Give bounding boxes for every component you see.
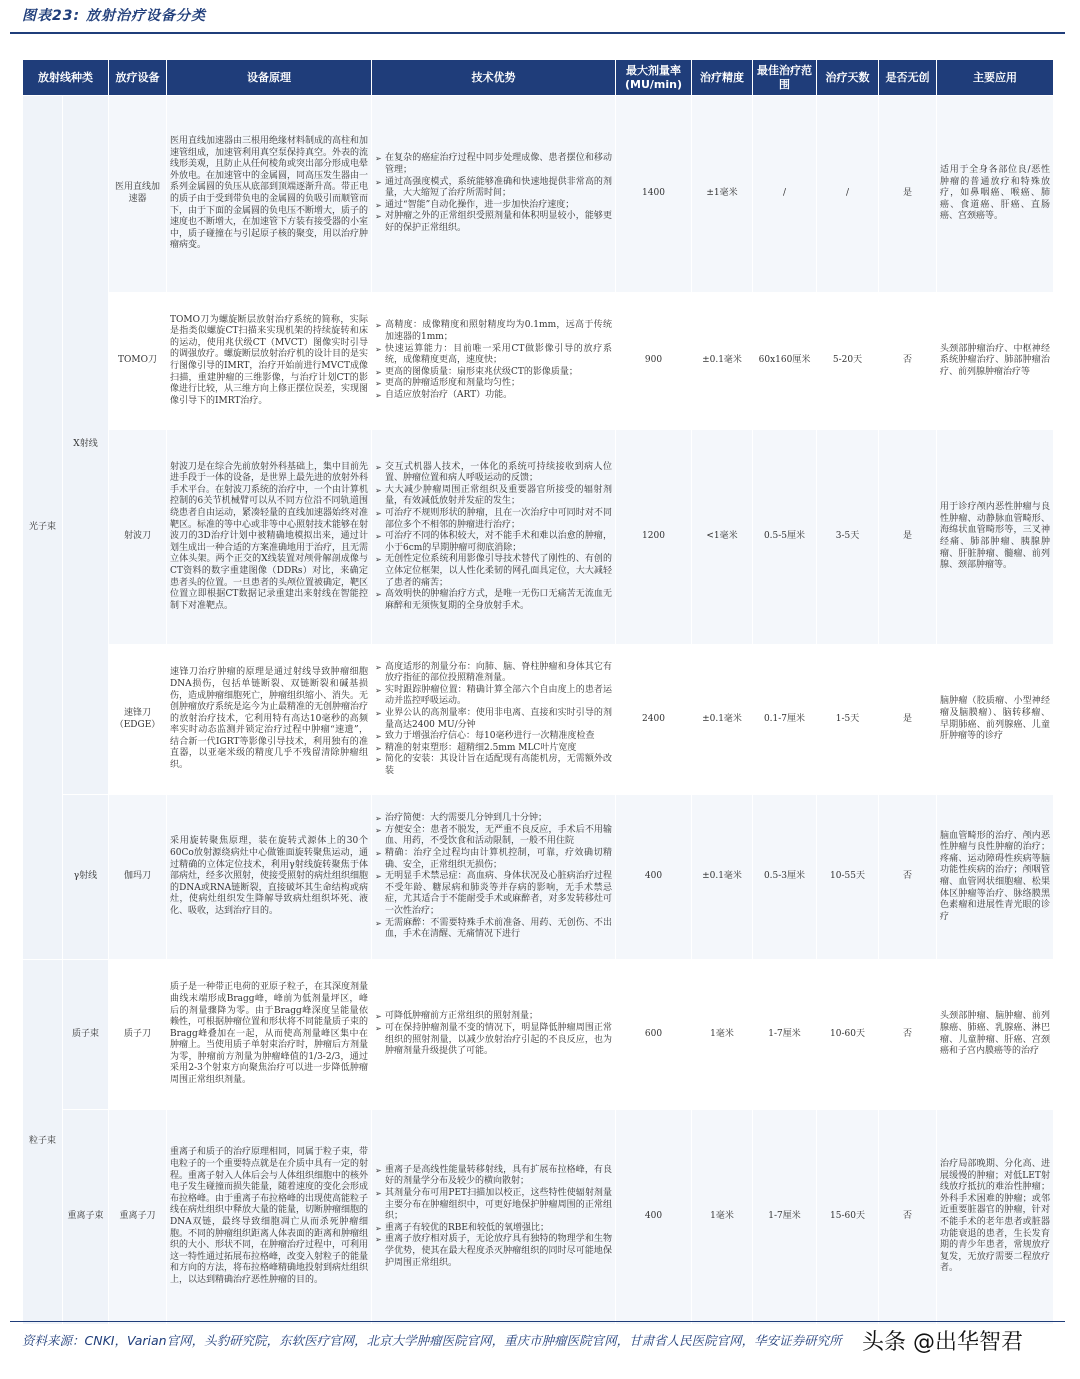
main-application: 治疗局部晚期、分化高、进展缓慢的肿瘤；对低LET射线放疗抵抗的难治性肿瘤；外科手术困难的肿瘤；或邻近重要脏器官的肿瘤，针对不能手术的老年患者或脏器功能衰退的患者，生长发育期的青少年患者，常规放疗复发，无放疗需要二程放疗者。	[937, 1110, 1054, 1325]
best-range: 0.5-3厘米	[753, 795, 817, 960]
device-advantages	[372, 960, 616, 1110]
device-advantages	[372, 645, 616, 795]
max-dose-rate: 900	[616, 293, 692, 430]
device-name: 医用直线加速器	[109, 96, 167, 293]
best-range: 1-7厘米	[753, 960, 817, 1110]
device-name: 伽玛刀	[109, 795, 167, 960]
header-dose-rate: 最大剂量率(MU/min)	[616, 60, 692, 96]
main-application: 脑肿瘤（胶质瘤、小型神经瘤及脑膜瘤）、脑转移瘤、早期肺癌、前列腺癌、儿童肝肿瘤等的诊疗	[937, 645, 1054, 795]
header-principle: 设备原理	[167, 60, 372, 96]
advantage-item: ➢ 可治疗不规则形状的肿瘤，且在一次治疗中可同时对不同部位多个不相邻的肿瘤进行治疗；	[375, 508, 612, 531]
device-advantages	[372, 96, 616, 293]
group-photon: 光子束	[23, 96, 63, 960]
noninvasive: 是	[879, 96, 937, 293]
advantage-item: ➢ 高精度：成像精度和照射精度均为0.1mm，远高于传统加速器的1mm；	[375, 320, 612, 343]
max-dose-rate: 600	[616, 960, 692, 1110]
device-principle: 重离子和质子的治疗原理相同，同属于粒子束，带电粒子的一个重要特点就是在介质中具有一定的射程。重离子射入人体后会与人体组织细胞中的核外电子发生碰撞而损失能量，随着速度的变化会形成布拉格峰。由于重离子布拉格峰的出现使高能粒子线在病灶组织中释放大量的能量，切断肿瘤细胞的DNA双链，最终导致细胞凋亡从而杀死肿瘤细胞。不同的肿瘤组织距离人体表面的距离和肿瘤组织的大小、形状不同，在肿瘤治疗过程中，可利用这一特性通过拓展布拉格峰，改变入射粒子的能量和方向的方法，将布拉格峰精确地投射到病灶组织上，以达到精确治疗恶性肿瘤的目的。	[167, 1110, 372, 1325]
group-particle: 粒子束	[23, 960, 63, 1325]
advantage-item: ➢ 简化的安装：其设计旨在适配现有高能机房，无需额外改装	[375, 754, 612, 777]
advantage-item: ➢ 更高的图像质量：扇形束兆伏级CT的影像质量；	[375, 367, 612, 379]
noninvasive: 否	[879, 1110, 937, 1325]
device-name: TOMO刀	[109, 293, 167, 430]
header-days: 治疗天数	[817, 60, 879, 96]
table-row	[23, 960, 1054, 1110]
advantage-item: ➢ 精确：治疗全过程均由计算机控制，可靠，疗效确切精确、安全，正常组织无损伤；	[375, 848, 612, 871]
main-application: 适用于全身各部位良/恶性肿瘤的普通放疗和特殊放疗，如鼻咽癌、喉癌、肺癌、食道癌、肝癌、直肠癌、宫颈癌等。	[937, 96, 1054, 293]
header-advantages: 技术优势	[372, 60, 616, 96]
advantage-item: ➢ 更高的肿瘤适形度和剂量均匀性；	[375, 378, 612, 390]
main-application: 头颈部肿瘤、脑肿瘤、前列腺癌、肺癌、乳腺癌、淋巴瘤、儿童肿瘤、肝癌、宫颈癌和子宫内膜癌等的治疗	[937, 960, 1054, 1110]
advantage-item: ➢ 自适应放射治疗（ART）功能。	[375, 390, 612, 402]
advantage-item: ➢ 重离子放疗相对质子，无论放疗具有独特的物理学和生物学优势，使其在最大程度杀灭肿瘤组织的同时尽可能地保护周围正常组织。	[375, 1234, 612, 1269]
advantage-item: ➢ 对肿瘤之外的正常组织受照剂量和体积明显较小，能够更好的保护正常组织。	[375, 211, 612, 234]
best-range: 1-7厘米	[753, 1110, 817, 1325]
device-name: 质子刀	[109, 960, 167, 1110]
group-xray: X射线	[63, 96, 109, 795]
device-principle: 射波刀是在综合先前放射外科基础上，集中目前先进手段于一体的设备，是世界上最先进的放射外科手术平台。在射波刀系统的治疗中，一个由计算机控制的6关节机械臂可以从不同方位沿不同轨道围绕患者自由运动，紧凑轻量的直线加速器始终对准靶区。标准的等中心或非等中心照射技术能够在射波刀的3D治疗计划中被精确地模拟出来，通过计划生成出一种合适的方案准确地用于治疗，且无需立体头架。两个正交的X线装置对颅骨解剖成像与CT资料的数字重建图像（DDRs）对比，来确定患者头的位置。一旦患者的头颅位置被确定，靶区位置立即根据CT数据记录重建出来射线在智能控制下对准靶点。	[167, 430, 372, 645]
header-ray-type: 放射线种类	[23, 60, 109, 96]
advantage-item: ➢ 大大减少肿瘤周围正常组织及重要器官所接受的辐射剂量，有效减低放射并发症的发生；	[375, 485, 612, 508]
noninvasive: 否	[879, 960, 937, 1110]
max-dose-rate: 1200	[616, 430, 692, 645]
advantage-item: ➢ 业界公认的高剂量率：使用非电离、直接和实时引导的剂量高达2400 MU/分钟	[375, 708, 612, 731]
group-proton: 质子束	[63, 960, 109, 1110]
group-gamma: γ射线	[63, 795, 109, 960]
device-principle: 医用直线加速器由三根用绝缘材料制成的高柱和加速管组成，加速管利用真空泵保持真空。外表的流线形美观，且防止从任何棱角或突出部分形成电晕外放电。在加速管中的金属圆，同高压发生器由一系列金属圆的负压从底部到顶端逐渐升高。带正电的质子由于受到带负电的金属圆的负吸引而顺管而下，由于下面的金属圆的负电压不断增大，质子的速度也不断增大，在加速管下方装有接受器的小室中，质子碰撞在与引起原子核的聚变，用以治疗肿瘤病变。	[167, 96, 372, 293]
table-row	[23, 293, 1054, 430]
device-principle: 采用旋转聚焦原理，装在旋转式源体上的30个60Co放射源绕病灶中心做锥面旋转聚焦运动，通过精确的立体定位技术，利用γ射线旋转聚焦于体部病灶，经多次照射，使接受照射的病灶组织细胞的DNA或RNA链断裂，直接破坏其生命结构或病灶，使病灶组织发生降解导致病灶组织坏死、液化、吸收，达到治疗目的。	[167, 795, 372, 960]
advantage-item: ➢ 重离子有较优的RBE和较低的氧增强比；	[375, 1223, 612, 1235]
header-device: 放疗设备	[109, 60, 167, 96]
device-name: 重离子刀	[109, 1110, 167, 1325]
device-advantages	[372, 293, 616, 430]
table-row	[23, 96, 1054, 293]
device-advantages	[372, 430, 616, 645]
precision: ±1毫米	[692, 96, 753, 293]
device-advantages	[372, 795, 616, 960]
table-row	[23, 795, 1054, 960]
advantage-item: ➢ 其剂量分布可用PET扫描加以校正，这些特性使辐射剂量主要分布在肿瘤组织中，可更好地保护肿瘤周围的正常组织；	[375, 1188, 612, 1223]
device-principle: 质子是一种带正电荷的亚原子粒子，在其深度剂量曲线末端形成Bragg峰，峰前为低剂量坪区，峰后的剂量骤降为零。由于Bragg峰深度呈能量依赖性，可根据肿瘤位置和形状将不同能量质子束的Bragg峰叠加在一起，从而使高剂量峰区集中在肿瘤上。当使用质子单射束治疗时，肿瘤后方剂量为零，肿瘤前方剂量为肿瘤峰值的1/3-2/3，通过采用2-3个射束方向聚焦治疗可以进一步降低肿瘤周围正常组织剂量。	[167, 960, 372, 1110]
device-name: 射波刀	[109, 430, 167, 645]
max-dose-rate: 400	[616, 795, 692, 960]
noninvasive: 是	[879, 645, 937, 795]
device-principle: 速锋刀治疗肿瘤的原理是通过射线导致肿瘤细胞DNA损伤，包括单链断裂、双链断裂和碱基损伤，造成肿瘤细胞死亡，肿瘤组织缩小、消失。无创肿瘤放疗系统是迄今为止最精准的无创肿瘤治疗的放射治疗技术，它利用特有高达10毫秒的高频率实时动态监测并锁定治疗过程中肿瘤“速遗”，结合新一代IGRT等影像引导技术，利用独有的准直器，以亚毫米级的精度几乎不残留清除肿瘤组织。	[167, 645, 372, 795]
advantage-item: ➢ 可治疗不同的体积较大，对不能手术和难以治愈的肿瘤，小于6cm的早期肿瘤可彻底消除；	[375, 531, 612, 554]
noninvasive: 否	[879, 293, 937, 430]
source-divider	[10, 1321, 1065, 1322]
treatment-days: 3-5天	[817, 430, 879, 645]
table-row	[23, 1110, 1054, 1325]
radiotherapy-device-table	[22, 59, 1054, 1325]
device-advantages	[372, 1110, 616, 1325]
header-application: 主要应用	[937, 60, 1054, 96]
max-dose-rate: 1400	[616, 96, 692, 293]
treatment-days: 10-60天	[817, 960, 879, 1110]
precision: ±0.1毫米	[692, 293, 753, 430]
figure-title: 图表23: 放射治疗设备分类	[22, 8, 206, 24]
advantage-item: ➢ 方便安全：患者不脱发，无严重不良反应，手术后不用输血、用药，不受饮食和活动限制，一般不用住院	[375, 825, 612, 848]
advantage-item: ➢ 高效明快的肿瘤治疗方式，是唯一无伤口无痛苦无流血无麻醉和无须恢复期的全身放射手术。	[375, 589, 612, 612]
treatment-days: 10-55天	[817, 795, 879, 960]
advantage-item: ➢ 无需麻醉：不需要特殊手术前准备、用药、无创伤、不出血，手术在清醒、无痛情况下进行	[375, 918, 612, 941]
precision: 1毫米	[692, 960, 753, 1110]
advantage-item: ➢ 治疗简便：大约需要几分钟到几十分钟；	[375, 813, 612, 825]
noninvasive: 否	[879, 795, 937, 960]
precision: <1毫米	[692, 430, 753, 645]
advantage-item: ➢ 重离子是高线性能量转移射线，具有扩展布拉格峰，有良好的剂量学分布及较少的横向散射；	[375, 1165, 612, 1188]
header-noninvasive: 是否无创	[879, 60, 937, 96]
group-heavy-ion: 重离子束	[63, 1110, 109, 1325]
table-header-row	[23, 60, 1054, 96]
main-application: 头颈部肿瘤治疗、中枢神经系统肿瘤治疗、肺部肿瘤治疗、前列腺肿瘤治疗等	[937, 293, 1054, 430]
main-application: 用于诊疗颅内恶性肿瘤与良性肿瘤、动静脉血管畸形、海绵状血管畸形等，三叉神经痛、肺部肿瘤、胰腺肿瘤、肝脏肿瘤、髓瘤、前列腺、颈部肿瘤等。	[937, 430, 1054, 645]
advantage-item: ➢ 无创性定位系统利用影像引导技术替代了刚性的、有创的立体定位框架，以人性化柔韧的网孔面具定位，大大减轻了患者的痛苦；	[375, 554, 612, 589]
advantage-item: ➢ 致力于增强治疗信心：每10毫秒进行一次精准度检查	[375, 731, 612, 743]
advantage-item: ➢ 通过“智能”自动化操作，进一步加快治疗速度；	[375, 200, 612, 212]
table-row	[23, 645, 1054, 795]
precision: ±0.1毫米	[692, 795, 753, 960]
best-range: /	[753, 96, 817, 293]
best-range: 60x160厘米	[753, 293, 817, 430]
treatment-days: 1-5天	[817, 645, 879, 795]
treatment-days: 15-60天	[817, 1110, 879, 1325]
advantage-item: ➢ 交互式机器人技术，一体化的系统可持续接收到病人位置、肿瘤位置和病人呼吸运动的反馈；	[375, 462, 612, 485]
max-dose-rate: 2400	[616, 645, 692, 795]
advantage-item: ➢ 高度适形的剂量分布：向肺、脑、脊柱肿瘤和身体其它有放疗指征的部位投照精准剂量。	[375, 662, 612, 685]
treatment-days: 5-20天	[817, 293, 879, 430]
source-note: 资料来源：CNKI，Varian官网，头豹研究院，东软医疗官网，北京大学肿瘤医院官网，重庆市肿瘤医院官网，甘肃省人民医院官网，华安证券研究所	[22, 1333, 842, 1348]
title-divider	[10, 32, 1065, 34]
advantage-item: ➢ 在复杂的癌症治疗过程中同步处理成像、患者摆位和移动管理；	[375, 153, 612, 176]
advantage-item: ➢ 无明显手术禁忌症：高血病、身体状况及心脏病治疗过程不受年龄、糖尿病和肺炎等并存病的影响，无手术禁忌症，尤其适合于不能耐受手术或麻醉者，对多发转移灶可一次性治疗；	[375, 871, 612, 917]
precision: ±0.1毫米	[692, 645, 753, 795]
device-name: 速锋刀（EDGE）	[109, 645, 167, 795]
main-application: 脑血管畸形的治疗、颅内恶性肿瘤与良性肿瘤的治疗；疼痛、运动障碍性疾病等脑功能性疾病的治疗；颅咽管瘤、血管网状细胞瘤、松果体区肿瘤等治疗、脉络膜黑色素瘤和进展性青光眼的诊疗	[937, 795, 1054, 960]
advantage-item: ➢ 通过高强度模式，系统能够准确和快速地提供非常高的剂量，大大缩短了治疗所需时间；	[375, 177, 612, 200]
advantage-item: ➢ 实时跟踪肿瘤位置：精确计算全部六个自由度上的患者运动并监控呼吸运动。	[375, 685, 612, 708]
device-principle: TOMO刀为螺旋断层放射治疗系统的简称，实际是指类似螺旋CT扫描来实现机架的持续旋转和床的运动，使用兆伏级CT（MVCT）图像实时引导的调强放疗。螺旋断层放射治疗机的设计目的是实行图像引导的IMRT，治疗开始前进行MVCT成像扫描，重建肿瘤的三维影像，与治疗计划CT的影像进行比较，从三维方向上修正摆位误差，实现图像引导下的IMRT治疗。	[167, 293, 372, 430]
best-range: 0.5-5厘米	[753, 430, 817, 645]
precision: 1毫米	[692, 1110, 753, 1325]
treatment-days: /	[817, 96, 879, 293]
advantage-item: ➢ 精准的射束塑形：超精细2.5mm MLC叶片宽度	[375, 743, 612, 755]
max-dose-rate: 400	[616, 1110, 692, 1325]
header-precision: 治疗精度	[692, 60, 753, 96]
advantage-item: ➢ 可在保持肿瘤剂量不变的情况下，明显降低肿瘤周围正常组织的照射剂量，以减少放射治疗引起的不良反应，也为肿瘤剂量升级提供了可能。	[375, 1023, 612, 1058]
header-range: 最佳治疗范围	[753, 60, 817, 96]
best-range: 0.1-7厘米	[753, 645, 817, 795]
watermark: 头条 @出华智君	[862, 1330, 1023, 1355]
advantage-item: ➢ 快速运算能力：目前唯一采用CT做影像引导的放疗系统，成像精度更高，速度快；	[375, 344, 612, 367]
advantage-item: ➢ 可降低肿瘤前方正常组织的照射剂量；	[375, 1011, 612, 1023]
table-row	[23, 430, 1054, 645]
noninvasive: 是	[879, 430, 937, 645]
